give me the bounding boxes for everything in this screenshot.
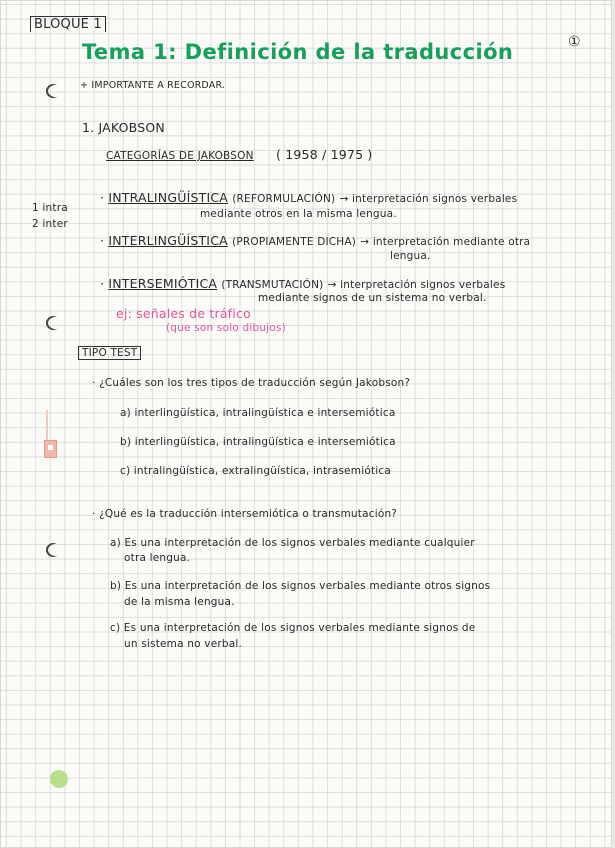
binder-hole-icon [43,313,63,333]
category-item [100,233,530,248]
test-label: TIPO TEST [78,346,141,360]
category-item [100,190,517,205]
category-def-line2: mediante signos de un sistema no verbal. [258,292,487,304]
bullet: · [100,233,109,248]
category-def-line1: → interpretación signos verbales [327,279,506,291]
category-def-line1: → interpretación signos verbales [339,193,518,205]
category-def-line1: → interpretación mediante otra [360,236,531,248]
example-line2: (que son solo dibujos) [166,322,286,334]
answer-option: b) interlingüística, intralingüística e intersemiótica [120,436,396,448]
sticky-tab-icon [44,440,57,458]
answer-option: c) intralingüística, extralingüística, intrasemiótica [120,465,392,477]
section-heading: 1. JAKOBSON [82,120,165,135]
intro-note: + IMPORTANTE A RECORDAR. [80,80,226,91]
section-subheading: CATEGORÍAS DE JAKOBSON [106,150,254,162]
answer-option-cont: de la misma lengua. [124,596,235,608]
question: · ¿Qué es la traducción intersemiótica o transmutación? [92,508,398,520]
bullet: · [100,276,109,291]
answer-option: b) Es una interpretación de los signos verbales mediante otros signos [110,580,491,592]
binder-hole-icon [43,540,63,560]
answer-option-cont: otra lengua. [124,552,191,564]
green-sticker-icon [50,770,68,788]
page-title: Tema 1: Definición de la traducción [82,40,514,64]
example-line1: ej: señales de tráfico [116,306,251,321]
category-term: INTERSEMIÓTICA [108,276,218,291]
category-paren: (TRANSMUTACIÓN) [221,279,324,291]
category-term: INTRALINGÜÍSTICA [108,190,229,205]
margin-note: 1 intra [32,202,68,214]
category-def-line2: lengua. [390,250,431,262]
category-item [100,276,505,291]
margin-note: 2 inter [32,218,68,230]
bleed-mark [46,410,48,440]
bullet: · [100,190,109,205]
answer-option: a) interlingüística, intralingüística e intersemiótica [120,407,396,419]
binder-hole-icon [43,81,63,101]
page-number: ① [568,34,581,50]
question: · ¿Cuáles son los tres tipos de traducción según Jakobson? [92,377,411,389]
category-def-line2: mediante otros en la misma lengua. [200,208,397,220]
block-label: BLOQUE 1 [30,16,106,32]
answer-option-cont: un sistema no verbal. [124,638,243,650]
category-paren: (REFORMULACIÓN) [232,193,336,205]
answer-option: a) Es una interpretación de los signos verbales mediante cualquier [110,537,475,549]
section-years: ( 1958 / 1975 ) [276,147,373,162]
category-paren: (PROPIAMENTE DICHA) [232,236,357,248]
category-term: INTERLINGÜÍSTICA [108,233,228,248]
answer-option: c) Es una interpretación de los signos verbales mediante signos de [110,622,476,634]
